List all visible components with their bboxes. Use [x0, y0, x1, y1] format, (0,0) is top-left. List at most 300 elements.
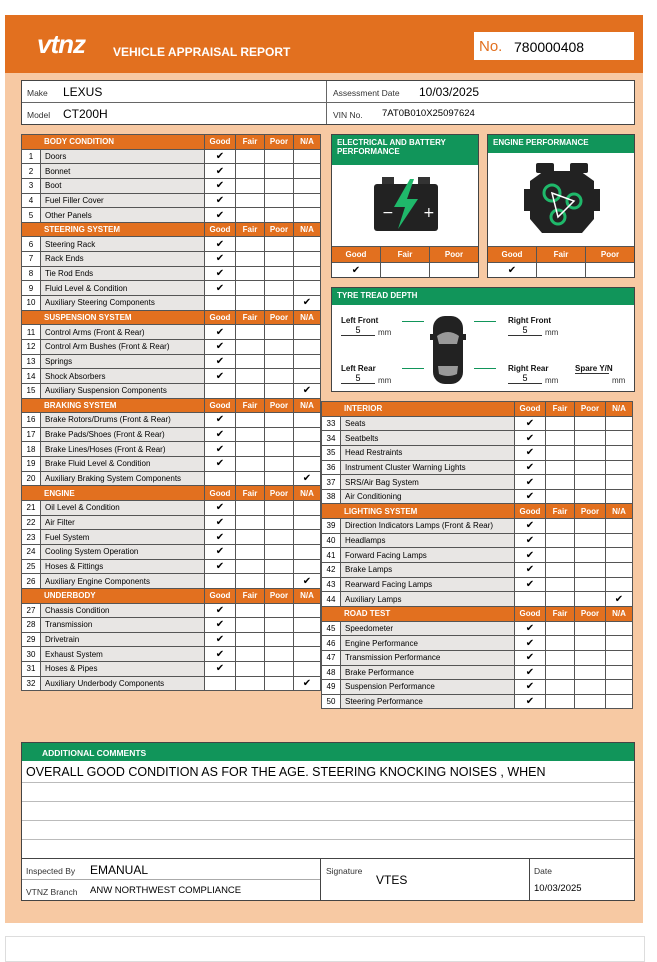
- check-mark-icon[interactable]: ✔: [515, 416, 546, 431]
- rating-cell[interactable]: [236, 544, 265, 559]
- rating-cell[interactable]: [606, 680, 633, 695]
- rating-cell[interactable]: [265, 354, 294, 369]
- rating-cell[interactable]: [236, 471, 265, 486]
- rating-cell[interactable]: [236, 574, 265, 589]
- rating-cell[interactable]: [236, 530, 265, 545]
- left-rear-value: 5: [341, 373, 375, 384]
- rating-cell[interactable]: [546, 665, 575, 680]
- rating-cell[interactable]: [265, 193, 294, 208]
- rating-cell[interactable]: [265, 178, 294, 193]
- rating-cell[interactable]: [294, 515, 321, 530]
- check-mark-icon[interactable]: ✔: [515, 548, 546, 563]
- check-mark-icon[interactable]: ✔: [205, 325, 236, 340]
- rating-header: Fair: [236, 588, 265, 603]
- tyre-tread-panel: [331, 287, 635, 392]
- item-number: 23: [22, 530, 41, 545]
- branch-label: VTNZ Branch: [26, 887, 78, 897]
- rating-cell[interactable]: [546, 445, 575, 460]
- rating-cell[interactable]: [294, 413, 321, 428]
- check-mark-icon[interactable]: ✔: [205, 603, 236, 618]
- rating-cell[interactable]: [236, 339, 265, 354]
- rating-cell[interactable]: [546, 519, 575, 534]
- rating-cell[interactable]: [546, 533, 575, 548]
- rating-cell[interactable]: [575, 636, 606, 651]
- check-mark-icon[interactable]: ✔: [515, 533, 546, 548]
- rating-cell[interactable]: [294, 354, 321, 369]
- checklist-row: [22, 237, 321, 252]
- check-mark-icon[interactable]: ✔: [294, 471, 321, 486]
- rating-cell[interactable]: [294, 281, 321, 296]
- rating-cell[interactable]: [236, 193, 265, 208]
- check-mark-icon[interactable]: ✔: [515, 650, 546, 665]
- rating-header: Good: [332, 247, 381, 262]
- rating-cell[interactable]: [265, 457, 294, 472]
- rating-cell[interactable]: [606, 577, 633, 592]
- rating-header: Fair: [236, 310, 265, 325]
- rating-header: Good: [515, 504, 546, 519]
- item-label: Chassis Condition: [41, 603, 205, 618]
- rating-cell[interactable]: [265, 339, 294, 354]
- check-mark-icon[interactable]: ✔: [205, 149, 236, 164]
- check-mark-icon[interactable]: ✔: [294, 676, 321, 691]
- report-footer: [21, 858, 635, 901]
- rating-cell[interactable]: [236, 149, 265, 164]
- checklist-row: [22, 501, 321, 516]
- rating-cell[interactable]: [575, 592, 606, 607]
- rating-cell[interactable]: [236, 603, 265, 618]
- rating-cell[interactable]: [205, 676, 236, 691]
- assessment-date-value: 10/03/2025: [419, 85, 480, 99]
- section-title: BODY CONDITION: [22, 135, 205, 150]
- rating-cell[interactable]: [575, 577, 606, 592]
- rating-cell[interactable]: [236, 662, 265, 677]
- rating-cell[interactable]: [294, 193, 321, 208]
- check-mark-icon[interactable]: ✔: [488, 263, 537, 278]
- rating-cell[interactable]: [606, 489, 633, 504]
- rating-cell[interactable]: [575, 650, 606, 665]
- check-mark-icon[interactable]: ✔: [515, 519, 546, 534]
- rating-cell[interactable]: [294, 237, 321, 252]
- item-label: Exhaust System: [41, 647, 205, 662]
- rating-cell[interactable]: [575, 533, 606, 548]
- rating-cell[interactable]: [236, 501, 265, 516]
- checklist-row: [322, 636, 633, 651]
- item-number: 27: [22, 603, 41, 618]
- rating-cell[interactable]: [236, 354, 265, 369]
- rating-cell[interactable]: [265, 266, 294, 281]
- section-title: LIGHTING SYSTEM: [322, 504, 515, 519]
- check-mark-icon[interactable]: ✔: [205, 354, 236, 369]
- rating-cell[interactable]: [606, 416, 633, 431]
- rating-cell[interactable]: [294, 252, 321, 267]
- vtnz-logo: vtnz: [37, 29, 85, 59]
- checklist-row: [22, 442, 321, 457]
- rating-cell[interactable]: [294, 325, 321, 340]
- checklist-row: [322, 431, 633, 446]
- checklist-row: [22, 354, 321, 369]
- check-mark-icon[interactable]: ✔: [205, 427, 236, 442]
- rating-cell[interactable]: [586, 263, 634, 278]
- rating-cell[interactable]: [236, 325, 265, 340]
- rating-cell[interactable]: [546, 475, 575, 490]
- check-mark-icon[interactable]: ✔: [515, 445, 546, 460]
- rating-cell[interactable]: [236, 442, 265, 457]
- item-label: SRS/Air Bag System: [341, 475, 515, 490]
- rating-cell[interactable]: [294, 178, 321, 193]
- rating-cell[interactable]: [294, 544, 321, 559]
- comments-text[interactable]: OVERALL GOOD CONDITION AS FOR THE AGE. STEERING KNOCKING NOISES , WHEN: [26, 765, 546, 779]
- model-value: CT200H: [63, 107, 108, 121]
- rating-cell[interactable]: [236, 632, 265, 647]
- rating-cell[interactable]: [265, 325, 294, 340]
- section-header: [22, 222, 321, 237]
- check-mark-icon[interactable]: ✔: [205, 369, 236, 384]
- rating-cell[interactable]: [265, 369, 294, 384]
- item-label: Tie Rod Ends: [41, 266, 205, 281]
- rating-cell[interactable]: [236, 252, 265, 267]
- check-mark-icon[interactable]: ✔: [515, 636, 546, 651]
- checklist-row: [22, 603, 321, 618]
- section-header: [22, 588, 321, 603]
- footer-date-value: 10/03/2025: [534, 883, 582, 894]
- item-label: Speedometer: [341, 621, 515, 636]
- check-mark-icon[interactable]: ✔: [515, 489, 546, 504]
- section-header: [22, 398, 321, 413]
- rating-cell[interactable]: [575, 445, 606, 460]
- rating-cell[interactable]: [606, 636, 633, 651]
- item-label: Auxiliary Lamps: [341, 592, 515, 607]
- rating-cell[interactable]: [606, 665, 633, 680]
- check-mark-icon[interactable]: ✔: [332, 263, 381, 278]
- rating-cell[interactable]: [294, 647, 321, 662]
- rating-cell[interactable]: [265, 632, 294, 647]
- rating-cell[interactable]: [265, 164, 294, 179]
- rating-cell[interactable]: [575, 694, 606, 709]
- item-label: Air Conditioning: [341, 489, 515, 504]
- rating-cell[interactable]: [265, 149, 294, 164]
- check-mark-icon[interactable]: ✔: [205, 208, 236, 223]
- rating-cell[interactable]: [236, 266, 265, 281]
- spare-unit: mm: [612, 376, 626, 385]
- checklist-row: [22, 530, 321, 545]
- rating-cell[interactable]: [575, 680, 606, 695]
- rating-cell[interactable]: [546, 621, 575, 636]
- rating-cell[interactable]: [606, 650, 633, 665]
- check-mark-icon[interactable]: ✔: [205, 544, 236, 559]
- rating-cell[interactable]: [236, 164, 265, 179]
- item-label: Brake Lines/Hoses (Front & Rear): [41, 442, 205, 457]
- rating-cell[interactable]: [205, 471, 236, 486]
- rating-cell[interactable]: [546, 650, 575, 665]
- right-rear-value: 5: [508, 373, 542, 384]
- rating-cell[interactable]: [294, 149, 321, 164]
- check-mark-icon[interactable]: ✔: [515, 563, 546, 578]
- check-mark-icon[interactable]: ✔: [294, 296, 321, 311]
- report-sheet: [5, 15, 643, 923]
- rating-cell[interactable]: [265, 383, 294, 398]
- rating-cell[interactable]: [265, 662, 294, 677]
- rating-cell[interactable]: [265, 603, 294, 618]
- rating-cell[interactable]: [575, 416, 606, 431]
- rating-cell[interactable]: [265, 237, 294, 252]
- rating-cell[interactable]: [575, 489, 606, 504]
- rating-cell[interactable]: [265, 296, 294, 311]
- check-mark-icon[interactable]: ✔: [205, 193, 236, 208]
- item-label: Steering Performance: [341, 694, 515, 709]
- check-mark-icon[interactable]: ✔: [515, 694, 546, 709]
- inspected-by-value: EMANUAL: [90, 863, 149, 877]
- check-mark-icon[interactable]: ✔: [205, 339, 236, 354]
- check-mark-icon[interactable]: ✔: [205, 237, 236, 252]
- rating-cell[interactable]: [546, 680, 575, 695]
- rating-header: N/A: [294, 398, 321, 413]
- rating-cell[interactable]: [546, 431, 575, 446]
- item-number: 46: [322, 636, 341, 651]
- rating-cell[interactable]: [546, 416, 575, 431]
- rating-cell[interactable]: [265, 413, 294, 428]
- right-front-label: Right Front: [508, 316, 552, 325]
- check-mark-icon[interactable]: ✔: [205, 515, 236, 530]
- rating-header: Poor: [265, 222, 294, 237]
- item-label: Steering Rack: [41, 237, 205, 252]
- rating-cell[interactable]: [236, 296, 265, 311]
- check-mark-icon[interactable]: ✔: [205, 164, 236, 179]
- item-number: 20: [22, 471, 41, 486]
- report-number-box: [474, 32, 634, 60]
- rating-header: N/A: [606, 402, 633, 417]
- rating-cell[interactable]: [606, 445, 633, 460]
- check-mark-icon[interactable]: ✔: [294, 383, 321, 398]
- rating-header: Good: [205, 398, 236, 413]
- rating-cell[interactable]: [546, 577, 575, 592]
- rating-header: N/A: [606, 606, 633, 621]
- rating-cell[interactable]: [265, 471, 294, 486]
- rating-cell[interactable]: [205, 296, 236, 311]
- rating-cell[interactable]: [236, 427, 265, 442]
- check-mark-icon[interactable]: ✔: [515, 665, 546, 680]
- check-mark-icon[interactable]: ✔: [205, 632, 236, 647]
- item-label: Fuel System: [41, 530, 205, 545]
- rating-cell[interactable]: [265, 442, 294, 457]
- item-number: 22: [22, 515, 41, 530]
- item-number: 5: [22, 208, 41, 223]
- check-mark-icon[interactable]: ✔: [205, 413, 236, 428]
- rating-cell[interactable]: [294, 427, 321, 442]
- item-number: 6: [22, 237, 41, 252]
- item-label: Brake Fluid Level & Condition: [41, 457, 205, 472]
- checklist-row: [322, 665, 633, 680]
- rating-cell[interactable]: [265, 427, 294, 442]
- check-mark-icon[interactable]: ✔: [205, 266, 236, 281]
- rating-cell[interactable]: [606, 621, 633, 636]
- rating-cell[interactable]: [294, 662, 321, 677]
- rating-cell[interactable]: [606, 563, 633, 578]
- rating-cell[interactable]: [205, 574, 236, 589]
- checklist-row: [322, 621, 633, 636]
- rating-header: Good: [205, 135, 236, 150]
- check-mark-icon[interactable]: ✔: [515, 680, 546, 695]
- item-number: 31: [22, 662, 41, 677]
- rating-cell[interactable]: [430, 263, 478, 278]
- rating-cell[interactable]: [236, 413, 265, 428]
- check-mark-icon[interactable]: ✔: [205, 501, 236, 516]
- rating-cell[interactable]: [236, 281, 265, 296]
- check-mark-icon[interactable]: ✔: [205, 647, 236, 662]
- rating-cell[interactable]: [236, 515, 265, 530]
- rating-cell[interactable]: [265, 574, 294, 589]
- rating-cell[interactable]: [575, 519, 606, 534]
- rating-cell[interactable]: [294, 208, 321, 223]
- spare-label: Spare Y/N: [575, 364, 613, 373]
- check-mark-icon[interactable]: ✔: [515, 431, 546, 446]
- comments-title: ADDITIONAL COMMENTS: [22, 743, 634, 761]
- rating-cell[interactable]: [294, 442, 321, 457]
- left-checklist: [21, 134, 321, 691]
- rating-cell[interactable]: [606, 533, 633, 548]
- rating-cell[interactable]: [575, 665, 606, 680]
- checklist-row: [22, 544, 321, 559]
- rating-header: N/A: [294, 486, 321, 501]
- rating-cell[interactable]: [546, 460, 575, 475]
- item-number: 29: [22, 632, 41, 647]
- checklist-row: [322, 445, 633, 460]
- rating-cell[interactable]: [236, 208, 265, 223]
- section-title: BRAKING SYSTEM: [22, 398, 205, 413]
- check-mark-icon[interactable]: ✔: [205, 178, 236, 193]
- engine-rating-values: [488, 262, 634, 278]
- rating-cell[interactable]: [606, 694, 633, 709]
- check-mark-icon[interactable]: ✔: [515, 621, 546, 636]
- rating-cell[interactable]: [606, 431, 633, 446]
- item-number: 43: [322, 577, 341, 592]
- item-label: Brake Lamps: [341, 563, 515, 578]
- rating-cell[interactable]: [236, 457, 265, 472]
- rating-cell[interactable]: [265, 647, 294, 662]
- assessment-date-label: Assessment Date: [333, 88, 400, 98]
- rating-cell[interactable]: [236, 676, 265, 691]
- check-mark-icon[interactable]: ✔: [294, 574, 321, 589]
- rating-cell[interactable]: [265, 544, 294, 559]
- rating-cell[interactable]: [546, 563, 575, 578]
- rating-cell[interactable]: [294, 632, 321, 647]
- check-mark-icon[interactable]: ✔: [205, 530, 236, 545]
- rating-cell[interactable]: [236, 647, 265, 662]
- rating-header: Poor: [575, 606, 606, 621]
- rating-cell[interactable]: [294, 369, 321, 384]
- rating-cell[interactable]: [265, 676, 294, 691]
- item-number: 49: [322, 680, 341, 695]
- item-number: 2: [22, 164, 41, 179]
- rating-cell[interactable]: [265, 208, 294, 223]
- rating-cell[interactable]: [236, 178, 265, 193]
- item-label: Cooling System Operation: [41, 544, 205, 559]
- rating-cell[interactable]: [537, 263, 586, 278]
- rating-cell[interactable]: [575, 460, 606, 475]
- rating-cell[interactable]: [294, 457, 321, 472]
- rating-cell[interactable]: [606, 460, 633, 475]
- rating-header: Fair: [236, 222, 265, 237]
- rating-cell[interactable]: [546, 694, 575, 709]
- rating-cell[interactable]: [515, 592, 546, 607]
- rating-cell[interactable]: [294, 618, 321, 633]
- rating-cell[interactable]: [575, 548, 606, 563]
- rating-cell[interactable]: [575, 431, 606, 446]
- check-mark-icon[interactable]: ✔: [205, 281, 236, 296]
- item-number: 4: [22, 193, 41, 208]
- rating-cell[interactable]: [265, 618, 294, 633]
- rating-cell[interactable]: [205, 383, 236, 398]
- rating-cell[interactable]: [294, 559, 321, 574]
- check-mark-icon[interactable]: ✔: [515, 475, 546, 490]
- check-mark-icon[interactable]: ✔: [205, 618, 236, 633]
- check-mark-icon[interactable]: ✔: [606, 592, 633, 607]
- item-number: 10: [22, 296, 41, 311]
- rating-cell[interactable]: [546, 636, 575, 651]
- rating-header: N/A: [294, 588, 321, 603]
- item-label: Forward Facing Lamps: [341, 548, 515, 563]
- item-label: Seatbelts: [341, 431, 515, 446]
- front-right-arrow: [474, 321, 496, 322]
- check-mark-icon[interactable]: ✔: [205, 559, 236, 574]
- additional-comments: [21, 742, 635, 860]
- rating-cell[interactable]: [265, 559, 294, 574]
- item-label: Fluid Level & Condition: [41, 281, 205, 296]
- rating-cell[interactable]: [265, 281, 294, 296]
- check-mark-icon[interactable]: ✔: [515, 577, 546, 592]
- rating-cell[interactable]: [236, 369, 265, 384]
- rating-cell[interactable]: [236, 559, 265, 574]
- rating-cell[interactable]: [294, 603, 321, 618]
- rating-cell[interactable]: [381, 263, 430, 278]
- item-label: Instrument Cluster Warning Lights: [341, 460, 515, 475]
- rating-cell[interactable]: [294, 530, 321, 545]
- rating-cell[interactable]: [606, 475, 633, 490]
- rating-cell[interactable]: [546, 548, 575, 563]
- check-mark-icon[interactable]: ✔: [205, 252, 236, 267]
- make-value: LEXUS: [63, 85, 103, 99]
- rating-cell[interactable]: [294, 339, 321, 354]
- rating-cell[interactable]: [236, 237, 265, 252]
- rating-cell[interactable]: [575, 621, 606, 636]
- rating-cell[interactable]: [265, 252, 294, 267]
- engine-performance-panel: [487, 134, 635, 278]
- check-mark-icon[interactable]: ✔: [205, 662, 236, 677]
- rating-cell[interactable]: [265, 530, 294, 545]
- rating-cell[interactable]: [546, 592, 575, 607]
- rating-cell[interactable]: [265, 515, 294, 530]
- rating-header: Good: [205, 588, 236, 603]
- check-mark-icon[interactable]: ✔: [205, 457, 236, 472]
- section-title: ROAD TEST: [322, 606, 515, 621]
- check-mark-icon[interactable]: ✔: [515, 460, 546, 475]
- rating-cell[interactable]: [236, 383, 265, 398]
- rating-cell[interactable]: [606, 548, 633, 563]
- rating-cell[interactable]: [294, 266, 321, 281]
- rating-cell[interactable]: [606, 519, 633, 534]
- rating-cell[interactable]: [294, 501, 321, 516]
- rating-cell[interactable]: [546, 489, 575, 504]
- item-number: 47: [322, 650, 341, 665]
- rating-cell[interactable]: [236, 618, 265, 633]
- check-mark-icon[interactable]: ✔: [205, 442, 236, 457]
- rating-cell[interactable]: [575, 475, 606, 490]
- item-number: 33: [322, 416, 341, 431]
- checklist-row: [22, 574, 321, 589]
- rating-cell[interactable]: [265, 501, 294, 516]
- vehicle-info: [21, 80, 635, 125]
- rating-cell[interactable]: [294, 164, 321, 179]
- rating-cell[interactable]: [575, 563, 606, 578]
